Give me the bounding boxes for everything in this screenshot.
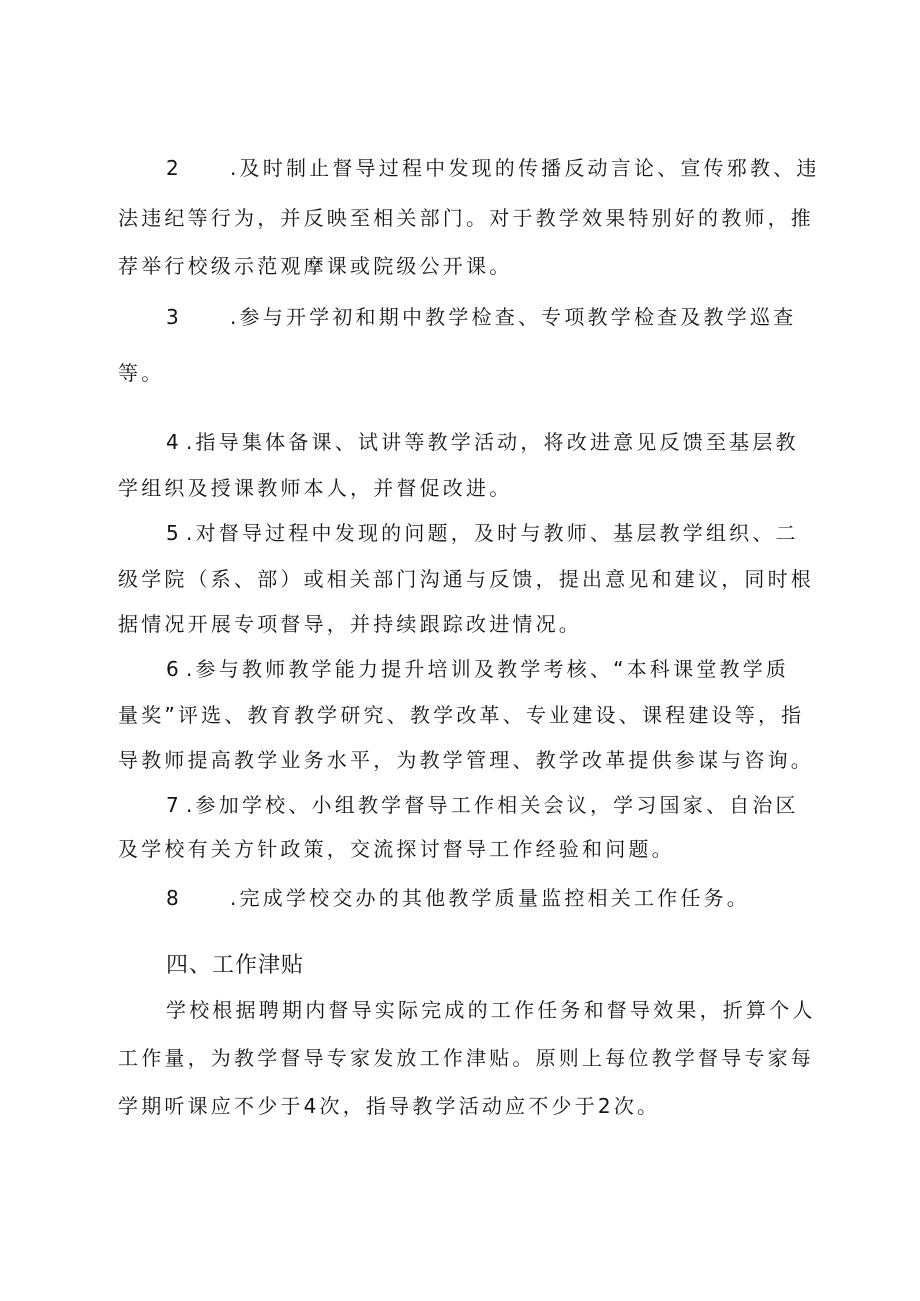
item-number: 3 [166, 305, 179, 329]
section-paragraph-line-3: 学期听课应不少于4次，指导教学活动应不少于2次。 [118, 1094, 661, 1118]
item-4-line-2: 学组织及授课教师本人，并督促改进。 [118, 476, 513, 500]
item-number: 6 [166, 657, 179, 681]
section-heading: 四、工作津贴 [166, 953, 305, 978]
item-5-line-1: 5 .对督导过程中发现的问题，及时与教师、基层教学组织、二 [166, 518, 818, 548]
section-paragraph-line-1: 学校根据聘期内督导实际完成的工作任务和督导效果，折算个人 [166, 998, 816, 1022]
item-7-line-1: 7 .参加学校、小组教学督导工作相关会议，学习国家、自治区 [166, 790, 818, 820]
item-number: 4 [166, 430, 179, 454]
item-3-line-2: 等。 [118, 361, 165, 385]
item-2-line-2: 法违纪等行为，并反映至相关部门。对于教学效果特别好的教师，推 [118, 206, 814, 230]
item-number: 2 [166, 156, 179, 180]
section-paragraph-line-2: 工作量，为教学督导专家发放工作津贴。原则上每位教学督导专家每 [118, 1046, 814, 1070]
item-number: 8 [166, 886, 179, 910]
item-3-line-1: 3 .参与开学初和期中教学检查、专项教学检查及教学巡查 [166, 302, 818, 332]
item-2-line-1: 2 .及时制止督导过程中发现的传播反动言论、宣传邪教、违 [166, 153, 818, 183]
item-number: 5 [166, 521, 179, 545]
item-6-line-2: 量奖”评选、教育教学研究、教学改革、专业建设、课程建设等，指 [118, 703, 805, 727]
item-4-line-1: 4 .指导集体备课、试讲等教学活动，将改进意见反馈至基层教 [166, 427, 818, 457]
item-8-line-1: 8 .完成学校交办的其他教学质量监控相关工作任务。 [166, 883, 818, 913]
item-6-line-1: 6 .参与教师教学能力提升培训及教学考核、“本科课堂教学质 [166, 654, 818, 684]
item-7-line-2: 及学校有关方针政策，交流探讨督导工作经验和问题。 [118, 837, 675, 861]
item-number: 7 [166, 793, 179, 817]
item-2-line-3: 荐举行校级示范观摩课或院级公开课。 [118, 254, 513, 278]
item-6-line-3: 导教师提高教学业务水平，为教学管理、教学改革提供参谋与咨询。 [118, 748, 814, 772]
item-5-line-2: 级学院（系、部）或相关部门沟通与反馈，提出意见和建议，同时根 [118, 567, 814, 591]
item-5-line-3: 据情况开展专项督导，并持续跟踪改进情况。 [118, 612, 582, 636]
